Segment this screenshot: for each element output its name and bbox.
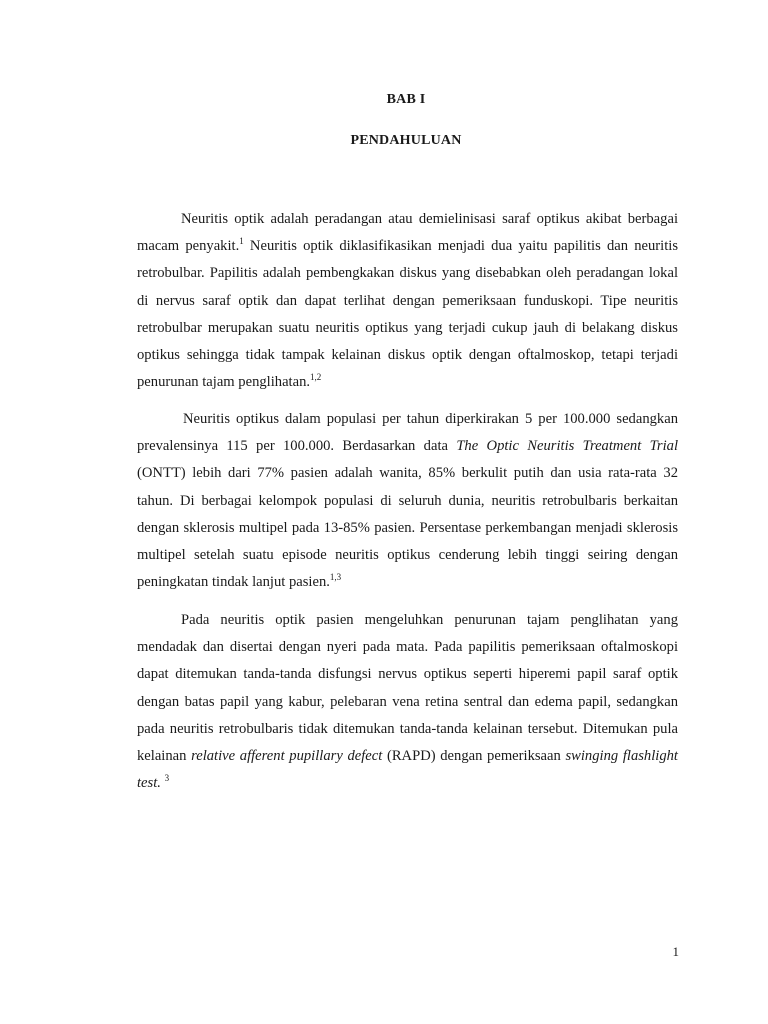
footnote-ref: 3: [164, 773, 170, 784]
paragraph-2: [137, 406, 678, 596]
page-number: 1: [672, 944, 679, 959]
chapter-title: PENDAHULUAN: [350, 133, 462, 148]
paragraph-1-text-a: Neuritis optik adalah peradangan atau demielinisasi saraf optikus akibat berbagai macam penyakit.: [137, 211, 678, 255]
paragraph-2-italic: The Optic Neuritis Treatment Trial: [456, 438, 679, 455]
paragraph-3-text-a: Pada neuritis optik pasien mengeluhkan penurunan tajam penglihatan yang mendadak dan disertai dengan nyeri pada mata. Pada papilitis pemeriksaan oftalmoskopi dapat ditemukan tanda-tanda disfungsi nervus optikus seperti hiperemi papil saraf optik dengan batas papil yang kabur, pelebaran vena retina sentral dan edema papil, sedangkan pada neuritis retrobulbaris tidak ditemukan tanda-tanda kelainan tersebut. Ditemukan pula kelainan: [137, 612, 678, 765]
footnote-ref: 1,2: [310, 372, 322, 383]
paragraph-1: [137, 206, 678, 396]
paragraph-2-text-a: Neuritis optikus dalam populasi per tahun diperkirakan 5 per 100.000 sedangkan prevalensinya 115 per 100.000. Berdasarkan data: [137, 411, 678, 455]
paragraph-3-italic-2: swinging flashlight test.: [137, 748, 678, 792]
footnote-ref: 1,3: [329, 572, 342, 583]
paragraph-3-text-b: (RAPD) dengan pemeriksaan: [382, 748, 566, 765]
paragraph-2-text-b: (ONTT) lebih dari 77% pasien adalah wanita, 85% berkulit putih dan usia rata-rata 32 tahun. Di berbagai kelompok populasi di seluruh dunia, neuritis retrobulbaris berkaitan dengan sklerosis multipel pada 13-85% pasien. Persentase perkembangan menjadi sklerosis multipel setelah suatu episode neuritis optikus cenderung lebih tinggi seiring dengan peningkatan tindak lanjut pasien.: [137, 465, 678, 591]
paragraph-1-text-b: Neuritis optik diklasifikasikan menjadi dua yaitu papilitis dan neuritis retrobulbar. Papilitis adalah pembengkakan diskus yang disebabkan oleh peradangan lokal di nervus saraf optik dan dapat terlihat dengan pemeriksaan funduskopi. Tipe neuritis retrobulbar merupakan suatu neuritis optikus yang terjadi cukup jauh di belakang diskus optikus sehingga tidak tampak kelainan diskus optik dengan oftalmoskop, tetapi terjadi penurunan tajam penglihatan.: [137, 238, 679, 391]
paragraph-3: [137, 607, 678, 797]
chapter-number: BAB I: [386, 92, 426, 107]
paragraph-3-italic-1: relative afferent pupillary defect: [191, 748, 383, 765]
footnote-ref: 1: [239, 236, 244, 247]
